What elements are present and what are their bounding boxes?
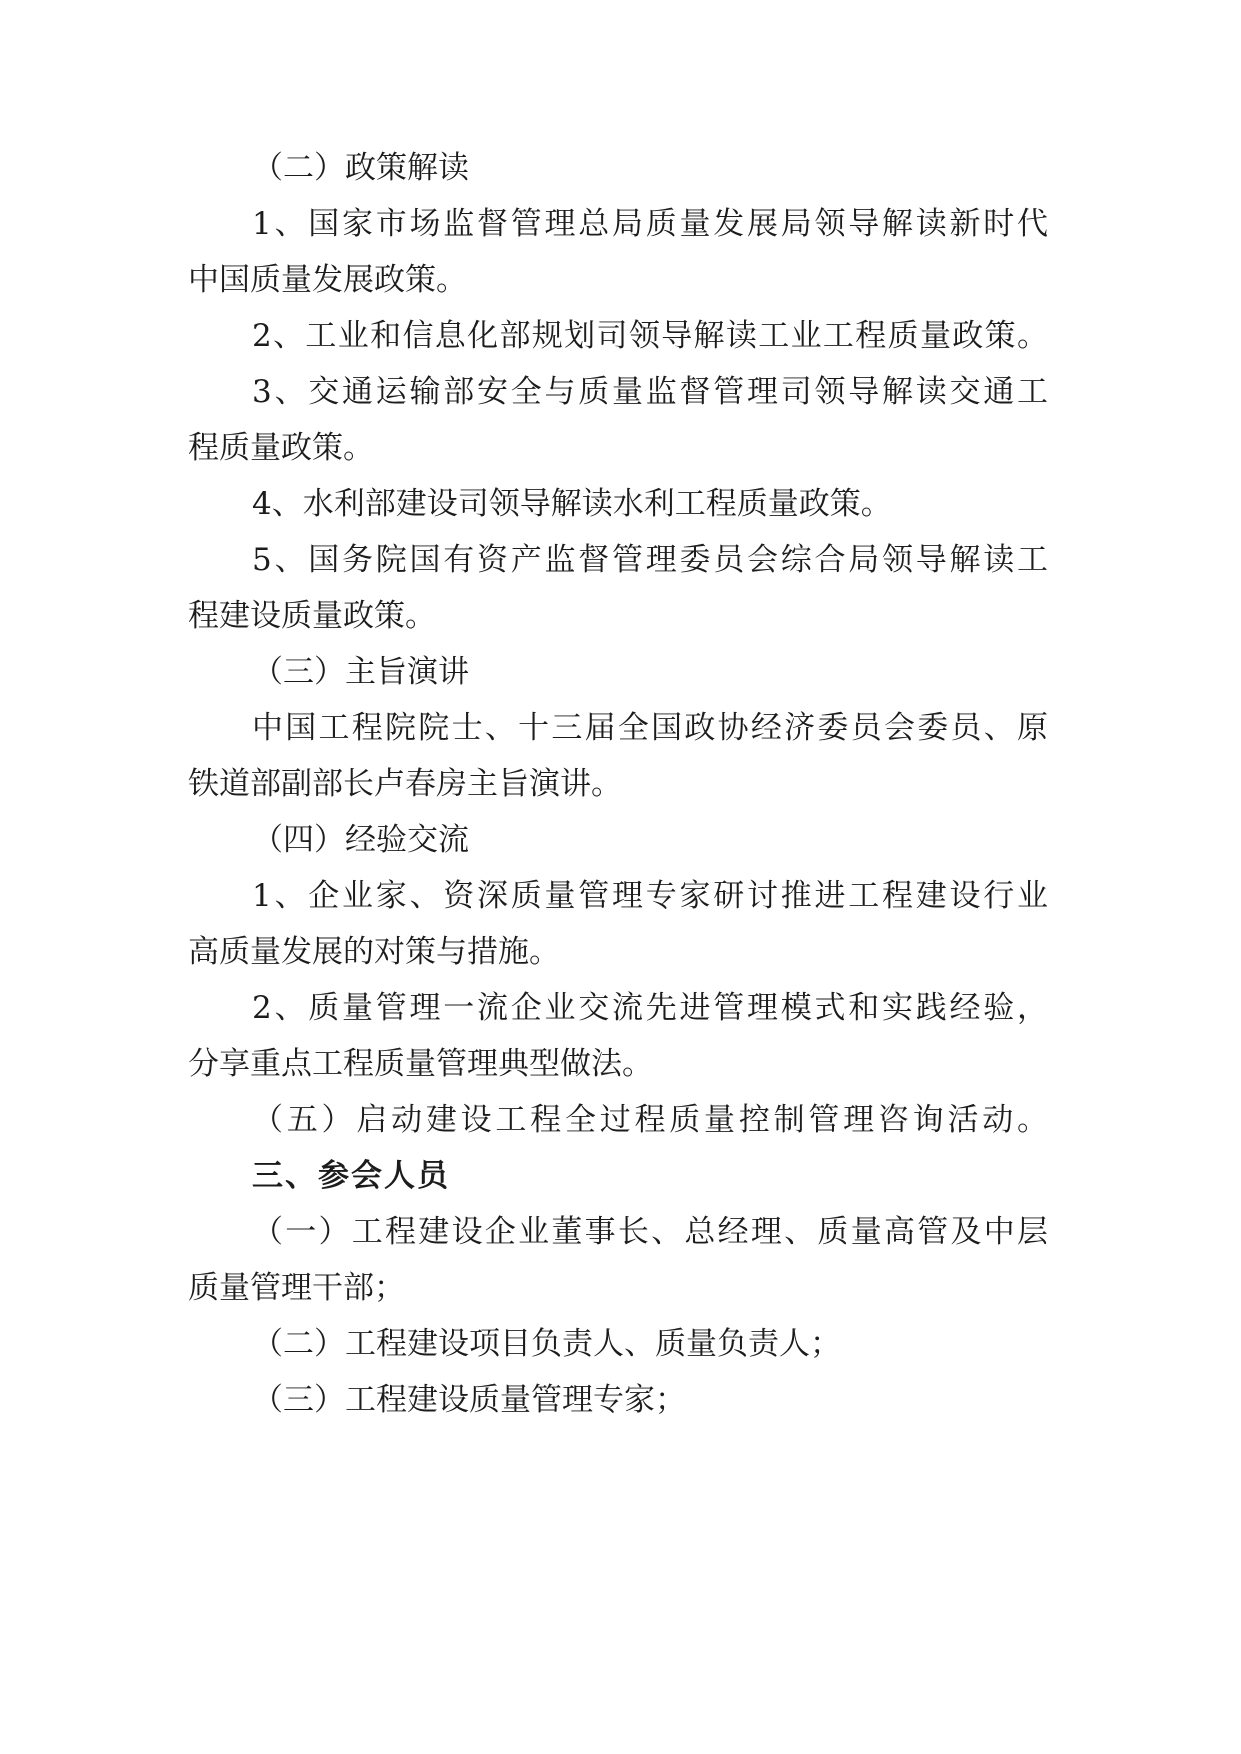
list-item-3-line-1: 3、交通运输部安全与质量监督管理司领导解读交通工 (252, 374, 1048, 410)
attendee-item-1-line-2: 质量管理干部； (188, 1270, 405, 1306)
exchange-item-1-line-2: 高质量发展的对策与措施。 (188, 934, 560, 970)
section-heading-experience-exchange: （四）经验交流 (252, 822, 469, 858)
section-heading-launch-activity: （五）启动建设工程全过程质量控制管理咨询活动。 (252, 1102, 1048, 1138)
section-heading-policy-interpretation: （二）政策解读 (252, 150, 469, 186)
exchange-item-2-line-2: 分享重点工程质量管理典型做法。 (188, 1046, 653, 1082)
list-item-3-line-2: 程质量政策。 (188, 430, 374, 466)
keynote-paragraph-line-1: 中国工程院院士、十三届全国政协经济委员会委员、原 (252, 710, 1048, 746)
section-heading-keynote: （三）主旨演讲 (252, 654, 469, 690)
exchange-item-1-line-1: 1、企业家、资深质量管理专家研讨推进工程建设行业 (252, 878, 1048, 914)
attendee-item-1-line-1: （一）工程建设企业董事长、总经理、质量高管及中层 (252, 1214, 1048, 1250)
attendee-item-3: （三）工程建设质量管理专家； (252, 1382, 686, 1418)
list-item-2: 2、工业和信息化部规划司领导解读工业工程质量政策。 (252, 318, 1048, 354)
chapter-heading-attendees: 三、参会人员 (252, 1158, 450, 1194)
exchange-item-2-line-1: 2、质量管理一流企业交流先进管理模式和实践经验， (252, 990, 1048, 1026)
list-item-1-line-2: 中国质量发展政策。 (188, 262, 467, 298)
list-item-4: 4、水利部建设司领导解读水利工程质量政策。 (252, 486, 892, 522)
list-item-5-line-1: 5、国务院国有资产监督管理委员会综合局领导解读工 (252, 542, 1048, 578)
list-item-5-line-2: 程建设质量政策。 (188, 598, 436, 634)
list-item-1-line-1: 1、国家市场监督管理总局质量发展局领导解读新时代 (252, 206, 1048, 242)
keynote-paragraph-line-2: 铁道部副部长卢春房主旨演讲。 (188, 766, 622, 802)
attendee-item-2: （二）工程建设项目负责人、质量负责人； (252, 1326, 841, 1362)
